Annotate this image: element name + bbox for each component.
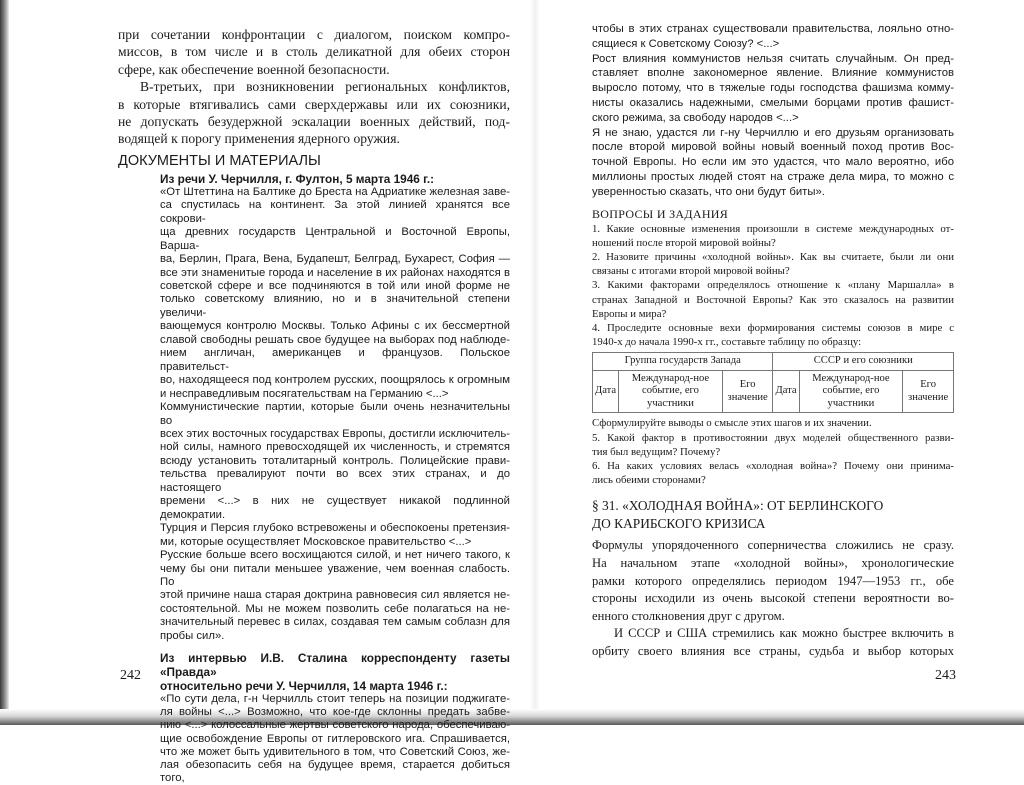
text-line: выросло потому, что в тяжелые годы господства фашизма комму- xyxy=(592,82,954,95)
text-line: И СССР и США стремились как можно быстрее включить в xyxy=(614,626,954,641)
text-line: 1940-х до начала 1990-х гг., составьте таблицу по образцу: xyxy=(592,336,862,349)
questions-list xyxy=(592,222,954,350)
text-line: вающемуся контролю Москвы. Только Афины с их бессмертной xyxy=(160,320,510,333)
text-line: Я не знаю, удастся ли г-ну Черчиллю и его друзьям организовать xyxy=(592,126,954,139)
text-line: тельства превалируют почти во всех этих странах, и до настоящего xyxy=(160,468,510,494)
text-line: точной Европы. Но если им это удастся, что мало вероятно, ибо xyxy=(592,156,954,169)
section-title-line: ДО КАРИБСКОГО КРИЗИСА xyxy=(592,516,766,532)
text-line: ной силы, намного превосходящей их численность, и стремятся xyxy=(160,441,510,454)
right-page xyxy=(592,22,954,661)
text-line: ношений после второй мировой войны? xyxy=(592,236,776,249)
text-line: 3. Какими факторами определялось отношение к «плану Маршалла» в xyxy=(592,279,954,292)
stalin-interview-excerpt xyxy=(160,651,510,785)
documents-heading: ДОКУМЕНТЫ И МАТЕРИАЛЫ xyxy=(118,152,321,169)
text-line: Русские больше всего восхищаются силой, и нет ничего такого, к xyxy=(160,549,510,562)
text-line: Сформулируйте выводы о смысле этих шагов и их значении. xyxy=(592,417,872,430)
questions-heading: ВОПРОСЫ И ЗАДАНИЯ xyxy=(592,206,729,221)
text-line: после второй мировой войны новый военный поход против Вос- xyxy=(592,141,954,154)
text-line: ва, Берлин, Прага, Вена, Будапешт, Белград, Бухарест, София — xyxy=(160,253,510,266)
text-line: ми, которые осуществляет Московское правительство <...> xyxy=(160,535,472,548)
churchill-speech-text xyxy=(160,186,510,643)
alliance-table-template xyxy=(592,352,954,413)
text-line: Формулы упорядоченного соперничества сложились не сразу. xyxy=(592,538,954,553)
text-line: уверенностью сказать, что они будут биты». xyxy=(592,185,825,198)
left-page xyxy=(118,26,510,785)
text-line: «По сути дела, г-н Черчилль стоит теперь на позиции поджигате- xyxy=(160,693,510,706)
text-line: ского режима, за свободу народов <...> xyxy=(592,111,799,124)
text-line: лись обеими сторонами? xyxy=(592,474,706,487)
text-line: что же может быть удивительного в том, что Советский Союз, же- xyxy=(160,745,510,758)
text-line: сящиеся к Советскому Союзу? <...> xyxy=(592,37,780,50)
text-line: ща древних государств Центральной и Восточной Европы, Варша- xyxy=(160,226,510,252)
churchill-speech-title: Из речи У. Черчилля, г. Фултон, 5 марта 1946 г.: xyxy=(160,171,435,186)
text-line: странах Западной и Восточной Европы? Как это сказалось на развитии xyxy=(592,293,954,306)
text-line: «От Штеттина на Балтике до Бреста на Адриатике железная заве- xyxy=(160,185,510,198)
section-31-title xyxy=(592,497,954,533)
text-line: стороны исходили из очень высокой степени вероятности во- xyxy=(592,591,954,606)
text-line: нисты оказались надежными, смелыми борцами против фашист- xyxy=(592,96,954,109)
churchill-speech-excerpt xyxy=(160,172,510,643)
text-line: времени <...> в них не существует никакой подлинной демократии. xyxy=(160,495,510,521)
text-line: орбиту своего влияния все страны, судьба и выбор которых xyxy=(592,643,954,658)
text-line: щие освобождение Европы от гитлеровского ига. Спрашивается, xyxy=(160,732,510,745)
text-line: чтобы в этих странах существовали правительства, лояльно отно- xyxy=(592,23,954,35)
questions-list-continued xyxy=(592,416,954,487)
text-line: 4. Проследите основные вехи формирования системы союзов в мире с xyxy=(592,321,954,334)
text-line: В-третьих, при возникновении региональных конфликтов, xyxy=(140,79,510,95)
text-line: На начальном этапе «холодной войны», хронологические xyxy=(592,556,954,570)
column-header: Дата xyxy=(593,370,619,413)
section-title-line: § 31. «ХОЛОДНАЯ ВОЙНА»: ОТ БЕРЛИНСКОГО xyxy=(592,498,884,514)
book-gutter xyxy=(530,0,540,725)
text-line: значительный перевес в силах, создавая тем самым соблазн для xyxy=(160,616,510,629)
text-line: и несправедливым посягательствам на Германию <...> xyxy=(160,387,449,400)
text-line: Турция и Персия глубоко встревожены и обеспокоены претензия- xyxy=(160,522,510,535)
text-line: нию <...> колоссальные жертвы советского народа, обеспечиваю- xyxy=(160,719,510,732)
column-header: Международ-ное событие, его участники xyxy=(799,370,903,413)
text-line: 6. На каких условиях велась «холодная война»? Почему они принима- xyxy=(592,460,954,472)
page-number-right: 243 xyxy=(935,668,956,683)
column-header: Дата xyxy=(773,370,799,413)
text-line: Коммунистические партии, которые были очень незначительны во xyxy=(160,401,510,427)
text-line: рамки которого определялись периодом 1947—1953 гг., обе xyxy=(592,573,954,588)
text-line: миллионы простых людей стоят на страже дела мира, то можно с xyxy=(592,170,954,183)
table-group-row xyxy=(593,353,954,371)
page-number-left: 242 xyxy=(120,668,141,683)
text-line: этой причине наша старая доктрина равновесия сил является не- xyxy=(160,589,510,602)
text-line: во, находящееся под контролем русских, поощрялось к огромным xyxy=(160,374,510,387)
text-line: 1. Какие основные изменения произошли в системе международных от- xyxy=(592,222,954,235)
text-line: всюду установить тоталитарный контроль. Полицейские прави- xyxy=(160,454,510,467)
text-line: 2. Назовите причины «холодной войны». Как вы считаете, были ли они xyxy=(592,250,954,263)
stalin-interview-continued xyxy=(592,22,954,200)
text-line: сфере, как обеспечение военной безопасности. xyxy=(118,61,390,77)
text-line: тия был ведущим? Почему? xyxy=(592,445,721,458)
stalin-interview-title xyxy=(160,651,510,693)
text-line: при сочетании конфронтации с диалогом, поиском компро- xyxy=(118,27,510,42)
column-header: Его значение xyxy=(903,370,954,413)
text-line: 5. Какой фактор в противостоянии двух моделей общественного разви- xyxy=(592,431,954,444)
text-line: связаны с итогами второй мировой войны? xyxy=(592,265,790,278)
text-line: ля войны <...> Возможно, что кое-где склонны предать забве- xyxy=(160,706,510,719)
section-31-body xyxy=(592,537,954,660)
text-line: са спустилась на континент. За этой линией хранятся все сокрови- xyxy=(160,199,510,225)
text-line: енного столкновения друг с другом. xyxy=(592,608,785,623)
text-line: только советскому влиянию, но и в значительной степени увеличи- xyxy=(160,293,510,319)
text-line: чему бы они питали меньшее уважение, чем военная слабость. По xyxy=(160,562,510,588)
column-header: Международ-ное событие, его участники xyxy=(619,370,723,413)
text-line: состоятельной. Мы не можем позволить себе полагаться на не- xyxy=(160,602,510,615)
scan-left-edge xyxy=(0,0,9,725)
left-page-body xyxy=(118,26,510,148)
text-line: всех этих восточных государствах Европы, достигли исключитель- xyxy=(160,428,510,440)
text-line: миссов, в том числе и в столь деликатной для обеих сторон xyxy=(118,44,510,60)
text-line: Европы и мира? xyxy=(592,307,667,320)
text-line: славой свободны решать свое будущее на выборах под наблюде- xyxy=(160,333,510,346)
stalin-interview-text xyxy=(160,693,510,785)
group-west-header: Группа государств Запада xyxy=(593,353,773,371)
text-line: советской сфере и все подчиняются в той или иной форме не xyxy=(160,280,510,293)
text-line: Из интервью И.В. Сталина корреспонденту газеты «Правда» xyxy=(160,651,510,680)
text-line: ставляет вполне закономерное явление. Влияние коммунистов xyxy=(592,67,954,80)
text-line: нием англичан, американцев и французов. Польское правительст- xyxy=(160,347,510,373)
text-line: водящей к порогу применения ядерного оружия. xyxy=(118,131,400,147)
text-line: не допускать безудержной эскалации военных действий, под- xyxy=(118,114,510,130)
text-line: все эти знаменитые города и население в их районах находятся в xyxy=(160,266,510,279)
text-line: лая обезопасить себя на будущее время, старается добиться того, xyxy=(160,758,510,784)
column-header: Его значение xyxy=(722,370,773,413)
text-line: в которые втягивались сами сверхдержавы или их союзники, xyxy=(118,96,510,112)
text-line: Рост влияния коммунистов нельзя считать случайным. Он пред- xyxy=(592,52,954,65)
text-line: пробы сил». xyxy=(160,629,225,642)
table-column-row xyxy=(593,370,954,413)
group-east-header: СССР и его союзники xyxy=(773,353,954,371)
text-line: относительно речи У. Черчилля, 14 марта 1946 г.: xyxy=(160,679,448,694)
